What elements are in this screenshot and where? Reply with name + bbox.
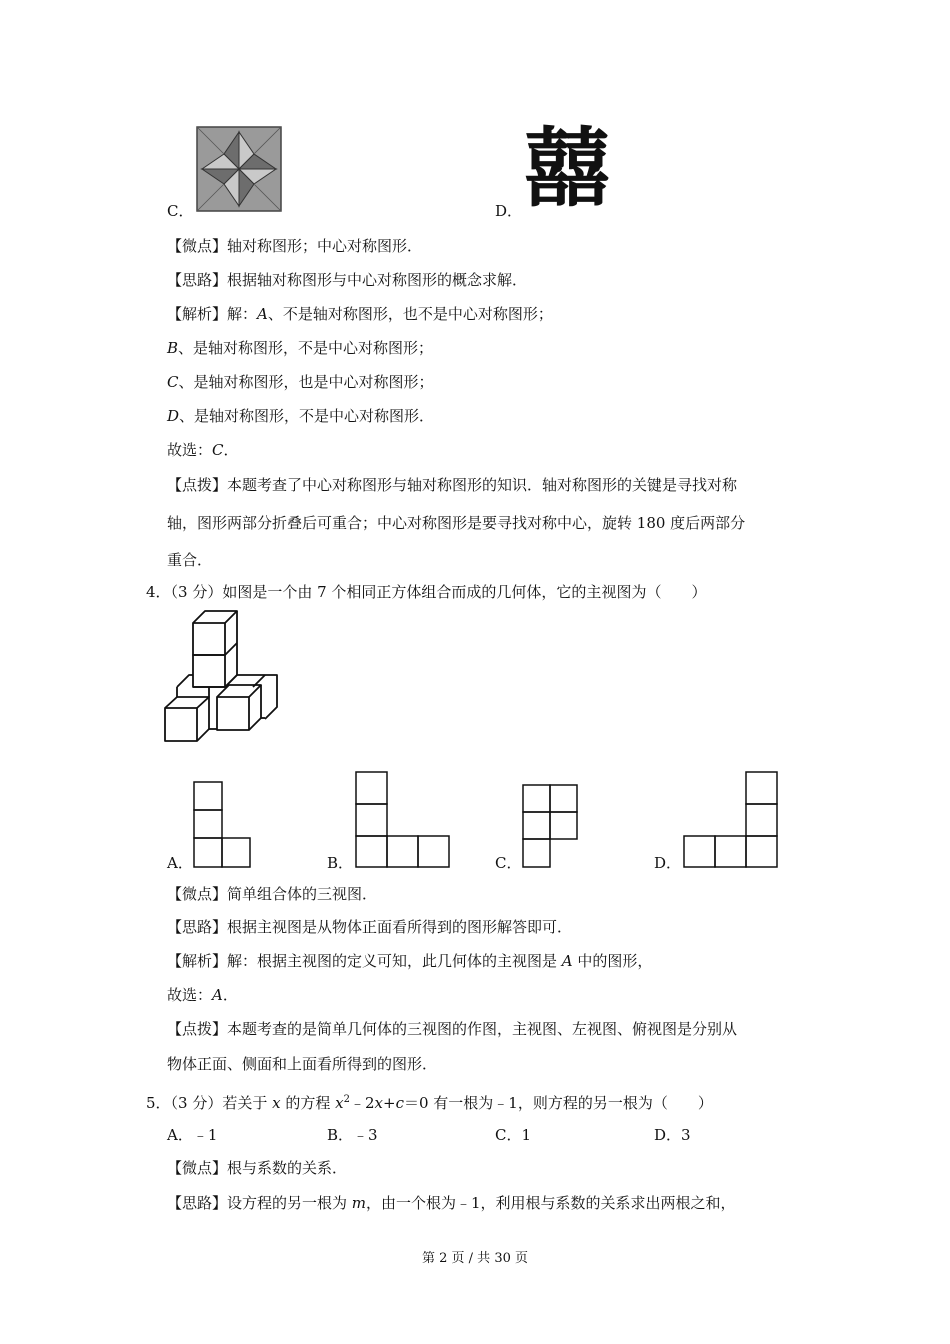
q5-silu: 【思路】设方程的另一根为 m，由一个根为﹣1，利用根与系数的关系求出两根之和，: [167, 1194, 736, 1212]
q3-jiexi-4: D、是轴对称图形，不是中心对称图形．: [167, 407, 435, 425]
q5-option-c: C．1: [495, 1126, 532, 1144]
q4-stem: 4．（3 分）如图是一个由 7 个相同正方体组合而成的几何体，它的主视图为（ ）: [146, 583, 707, 601]
q5-option-d: D．3: [654, 1126, 691, 1144]
q4-option-c-label: C．: [495, 854, 522, 872]
q4-option-b-figure: [354, 770, 452, 870]
q4-option-c-figure: [521, 783, 581, 870]
q3-option-d-label: D．: [495, 202, 523, 220]
q4-option-d-label: D．: [654, 854, 682, 872]
q3-dianbo-3: 重合．: [167, 551, 213, 569]
q4-option-d-figure: [682, 770, 782, 870]
q4-dianbo-2: 物体正面、侧面和上面看所得到的图形．: [167, 1055, 438, 1073]
q4-solid-figure: [162, 609, 280, 743]
q4-jiexi: 【解析】解：根据主视图的定义可知，此几何体的主视图是 A 中的图形，: [167, 952, 653, 970]
q3-silu: 【思路】根据轴对称图形与中心对称图形的概念求解．: [167, 271, 528, 289]
q3-jiexi-2: B、是轴对称图形，不是中心对称图形；: [167, 339, 434, 357]
q4-weidian: 【微点】简单组合体的三视图．: [167, 885, 378, 903]
q3-jiexi-1: 【解析】解：A、不是轴对称图形，也不是中心对称图形；: [167, 305, 553, 323]
q4-option-b-label: B．: [327, 854, 354, 872]
q4-silu: 【思路】根据主视图是从物体正面看所得到的图形解答即可．: [167, 918, 573, 936]
q3-answer: 故选：C．: [167, 441, 239, 459]
q3-dianbo-2: 轴，图形两部分折叠后可重合；中心对称图形是要寻找对称中心，旋转 180 度后两部分: [167, 514, 746, 532]
q4-option-a-figure: [193, 780, 253, 870]
q5-stem: 5．（3 分）若关于 x 的方程 $x^2﹣2x+c=0$ 有一根为﹣1，则方程的另一根为（ ）: [146, 1094, 713, 1112]
q3-option-d-figure: 囍: [524, 119, 610, 219]
q5-option-b: B．﹣3: [327, 1126, 378, 1144]
q3-option-c-label: C．: [167, 202, 194, 220]
q4-answer: 故选：A．: [167, 986, 238, 1004]
page-footer: 第 2 页 / 共 30 页: [422, 1251, 528, 1266]
q3-dianbo-1: 【点拨】本题考查了中心对称图形与轴对称图形的知识．轴对称图形的关键是寻找对称: [167, 476, 738, 494]
q5-weidian: 【微点】根与系数的关系．: [167, 1159, 348, 1177]
q5-option-a: A．﹣1: [167, 1126, 218, 1144]
q3-jiexi-3: C、是轴对称图形，也是中心对称图形；: [167, 373, 434, 391]
q3-weidian: 【微点】轴对称图形；中心对称图形．: [167, 237, 423, 255]
q3-option-c-figure: [196, 126, 282, 212]
q4-dianbo-1: 【点拨】本题考查的是简单几何体的三视图的作图，主视图、左视图、俯视图是分别从: [167, 1020, 738, 1038]
q4-option-a-label: A．: [167, 854, 193, 872]
